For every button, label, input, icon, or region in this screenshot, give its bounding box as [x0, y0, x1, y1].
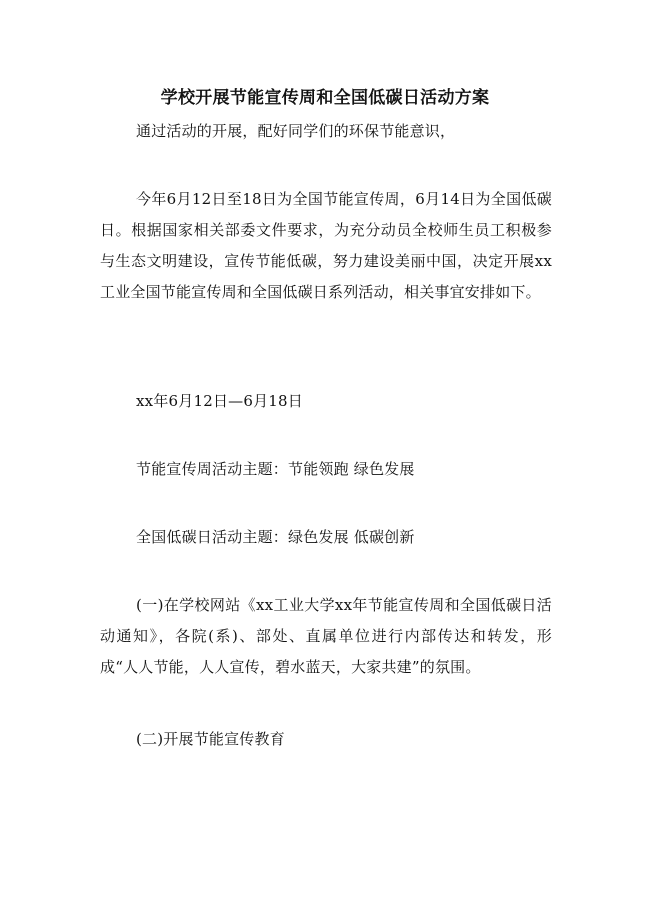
- paragraph-intro: 通过活动的开展，配好同学们的环保节能意识，: [136, 122, 456, 140]
- paragraph-background: 今年6月12日至18日为全国节能宣传周，6月14日为全国低碳日。根据国家相关部委文件要求，为充分动员全校师生员工积极参与生态文明建设，宣传节能低碳，努力建设美丽中国，决定开展xx工业全国节能宣传周和全国低碳日系列活动，相关事宜安排如下。: [100, 190, 552, 301]
- paragraph-item-1: (一)在学校网站《xx工业大学xx年节能宣传周和全国低碳日活动通知》，各院(系)、部处、直属单位进行内部传达和转发，形成“人人节能，人人宣传，碧水蓝天，大家共建”的氛围。: [100, 596, 552, 676]
- paragraph-week-theme: 节能宣传周活动主题：节能领跑 绿色发展: [136, 460, 415, 478]
- paragraph-day-theme: 全国低碳日活动主题：绿色发展 低碳创新: [136, 528, 415, 546]
- paragraph-dates: xx年6月12日—6月18日: [136, 392, 303, 410]
- document-title: 学校开展节能宣传周和全国低碳日活动方案: [160, 88, 490, 108]
- paragraph-item-2: (二)开展节能宣传教育: [136, 730, 285, 748]
